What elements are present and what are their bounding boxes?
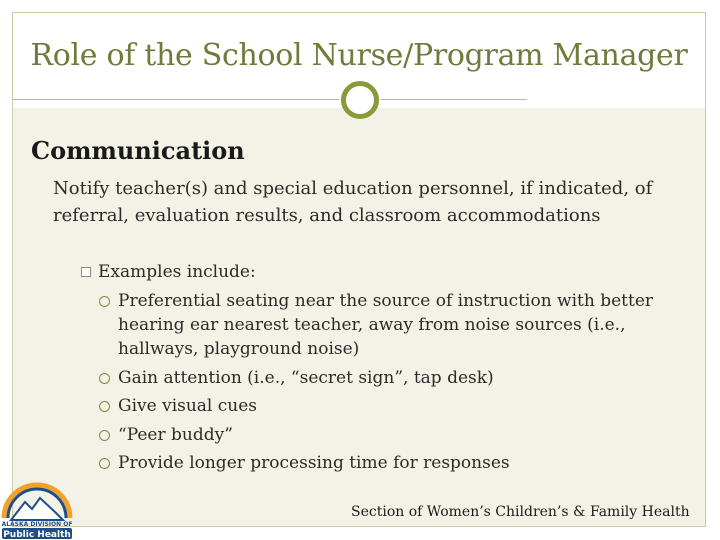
ring-bullet-icon [99, 296, 110, 307]
examples-list [96, 289, 676, 480]
lead-paragraph: Notify teacher(s) and special education personnel, if indicated, of referral, evaluation results, and classroom accommodations [53, 178, 653, 226]
list-item [96, 423, 676, 447]
list-item [96, 451, 676, 475]
ring-bullet-icon [99, 401, 110, 412]
list-item-text: Gain attention (i.e., “secret sign”, tap desk) [118, 367, 494, 388]
square-bullet-icon [81, 267, 91, 277]
list-item-text: Provide longer processing time for responses [118, 453, 510, 473]
slide-title: Role of the School Nurse/Program Manager [30, 38, 688, 73]
public-health-logo [0, 478, 74, 540]
list-item-text: “Peer buddy” [118, 424, 233, 445]
list-item-text: Give visual cues [118, 396, 258, 416]
list-item [96, 366, 676, 390]
section-heading: Communication [31, 136, 245, 165]
list-item [96, 394, 676, 418]
title-divider-left [13, 99, 339, 100]
examples-item [81, 260, 256, 284]
list-item [96, 289, 676, 361]
logo-top-text: ALASKA DIVISION OF [1, 521, 73, 528]
circle-ornament-icon [341, 81, 379, 119]
footer-text: Section of Women’s Children’s & Family Health [351, 504, 690, 520]
examples-label: Examples include: [98, 262, 256, 282]
logo-bottom-text: Public Health [3, 530, 71, 540]
list-item-text: Preferential seating near the source of instruction with better hearing ear nearest teacher, away from noise sources (i.e., hallways, playground noise) [118, 291, 654, 359]
title-divider-right [381, 99, 527, 100]
ring-bullet-icon [99, 373, 110, 384]
ring-bullet-icon [99, 430, 110, 441]
ring-bullet-icon [99, 458, 110, 469]
logo-mountain [11, 498, 63, 520]
